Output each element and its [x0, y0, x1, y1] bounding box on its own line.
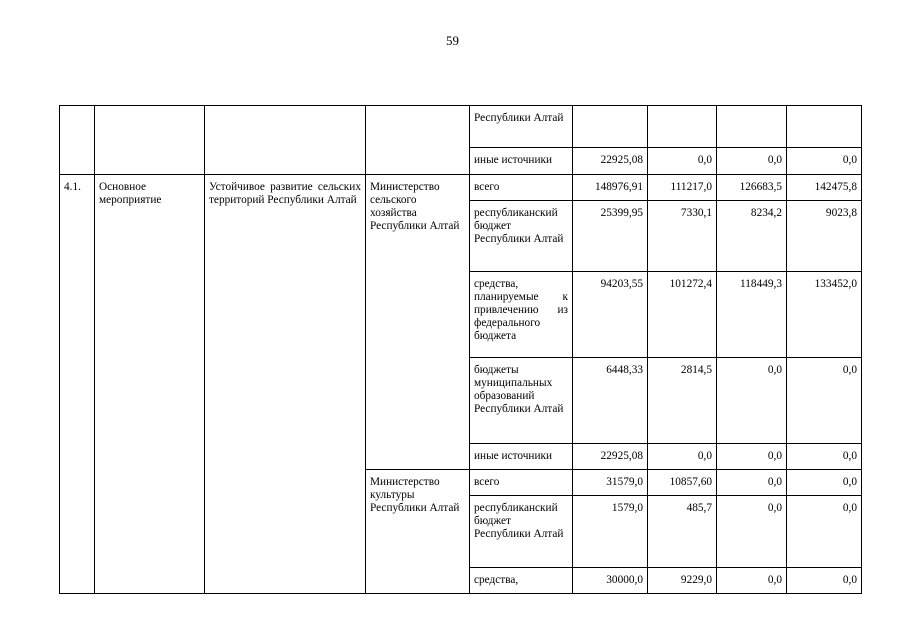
cell-value-3: 0,0	[717, 358, 787, 444]
cell-value-1: 148976,91	[573, 175, 648, 201]
cell-source: бюджеты муниципальных образований Республики Алтай	[470, 358, 573, 444]
cell-value-2: 485,7	[648, 496, 717, 568]
cell-value-2: 111217,0	[648, 175, 717, 201]
cell-value-4: 0,0	[787, 148, 862, 175]
cell-value-3: 0,0	[717, 444, 787, 470]
cell-value-1: 31579,0	[573, 470, 648, 496]
cell-number: 4.1.	[60, 175, 95, 594]
cell-value-3: 118449,3	[717, 272, 787, 358]
cell-value-1: 25399,95	[573, 201, 648, 272]
cell-name-continued	[205, 106, 366, 175]
cell-source: всего	[470, 470, 573, 496]
cell-value-4: 0,0	[787, 358, 862, 444]
cell-executor: Министерство сельского хозяйства Республики Алтай	[366, 175, 470, 470]
cell-value-3: 0,0	[717, 568, 787, 594]
cell-source: Республики Алтай	[470, 106, 573, 148]
cell-value-3: 0,0	[717, 496, 787, 568]
cell-value-3: 126683,5	[717, 175, 787, 201]
cell-value-2: 7330,1	[648, 201, 717, 272]
cell-executor-continued	[366, 106, 470, 175]
cell-source: всего	[470, 175, 573, 201]
cell-source: средства, планируемые к привлечению из федерального бюджета	[470, 272, 573, 358]
cell-value-1: 22925,08	[573, 444, 648, 470]
cell-source: иные источники	[470, 444, 573, 470]
table-row	[60, 106, 862, 148]
cell-value-2: 0,0	[648, 148, 717, 175]
cell-source: средства,	[470, 568, 573, 594]
cell-value-3: 0,0	[717, 148, 787, 175]
cell-value-1: 30000,0	[573, 568, 648, 594]
cell-value-3: 0,0	[717, 470, 787, 496]
cell-source: иные источники	[470, 148, 573, 175]
cell-value-1: 6448,33	[573, 358, 648, 444]
page-number: 59	[446, 33, 459, 48]
cell-number-continued	[60, 106, 95, 175]
budget-table	[59, 105, 862, 594]
cell-event-name: Устойчивое развитие сельских территорий Республики Алтай	[205, 175, 366, 594]
cell-value-2: 0,0	[648, 444, 717, 470]
cell-value-2: 2814,5	[648, 358, 717, 444]
cell-source: республиканский бюджет Республики Алтай	[470, 496, 573, 568]
cell-value-1: 22925,08	[573, 148, 648, 175]
cell-value-2: 101272,4	[648, 272, 717, 358]
cell-event-type: Основное мероприятие	[95, 175, 205, 594]
cell-value-4: 142475,8	[787, 175, 862, 201]
table-row	[60, 175, 862, 201]
cell-type-continued	[95, 106, 205, 175]
cell-value-2: 9229,0	[648, 568, 717, 594]
cell-value-3: 8234,2	[717, 201, 787, 272]
cell-executor: Министерство культуры Республики Алтай	[366, 470, 470, 594]
cell-value-1: 1579,0	[573, 496, 648, 568]
cell-value-4: 0,0	[787, 470, 862, 496]
cell-value-4: 0,0	[787, 444, 862, 470]
cell-value-2	[648, 106, 717, 148]
cell-value-4	[787, 106, 862, 148]
cell-value-4: 0,0	[787, 496, 862, 568]
cell-value-1	[573, 106, 648, 148]
cell-value-2: 10857,60	[648, 470, 717, 496]
cell-value-4: 9023,8	[787, 201, 862, 272]
cell-value-3	[717, 106, 787, 148]
cell-value-4: 133452,0	[787, 272, 862, 358]
cell-value-4: 0,0	[787, 568, 862, 594]
cell-source: республиканский бюджет Республики Алтай	[470, 201, 573, 272]
cell-value-1: 94203,55	[573, 272, 648, 358]
